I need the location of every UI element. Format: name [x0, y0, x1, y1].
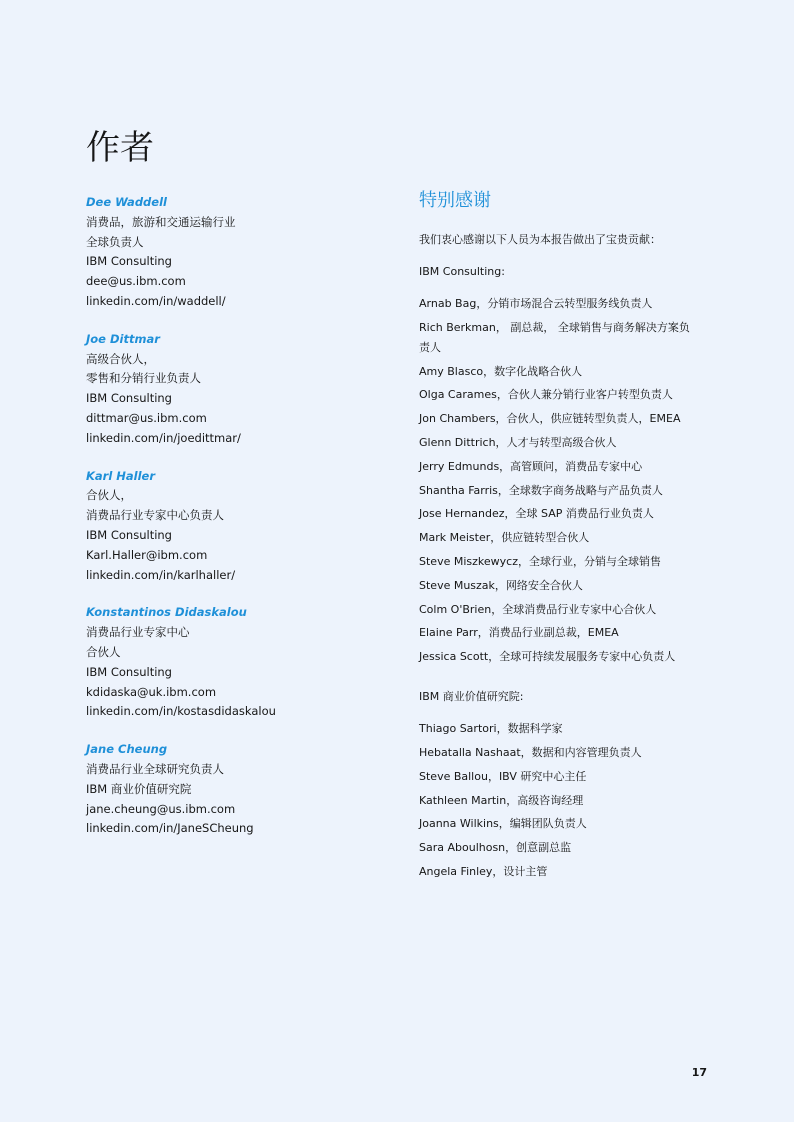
author-name: Konstantinos Didaskalou	[86, 605, 247, 620]
author-detail: 消费品，旅游和交通运输行业	[86, 214, 236, 229]
contributor-entry: Glenn Dittrich，人才与转型高级合伙人	[419, 435, 617, 449]
author-name: Dee Waddell	[86, 195, 167, 209]
author-block	[86, 467, 386, 586]
author-linkedin[interactable]: linkedin.com/in/kostasdidaskalou	[86, 704, 276, 719]
author-linkedin[interactable]: linkedin.com/in/waddell/	[86, 293, 226, 308]
contributor-entry: Hebatalla Nashaat，数据和内容管理负责人	[419, 745, 642, 759]
author-name: Jane Cheung	[86, 742, 168, 757]
author-detail: IBM Consulting	[86, 527, 172, 542]
group-label: IBM 商业价值研究院:	[419, 690, 524, 704]
contributor-entry: Steve Ballou，IBV 研究中心主任	[419, 769, 587, 783]
contributor-entry: Joanna Wilkins，编辑团队负责人	[419, 817, 587, 831]
contributor-entry: Steve Miszkewycz，全球行业，分销与全球销售	[419, 554, 661, 568]
contributor-group	[419, 689, 749, 882]
author-email[interactable]: dee@us.ibm.com	[86, 274, 186, 289]
contributor-entry: Kathleen Martin，高级咨询经理	[419, 793, 584, 807]
author-block	[86, 740, 386, 839]
author-linkedin[interactable]: linkedin.com/in/JaneSCheung	[86, 821, 254, 836]
special-thanks-section	[419, 188, 749, 890]
author-block	[86, 330, 386, 449]
author-detail: 合伙人	[86, 644, 121, 659]
author-email[interactable]: Karl.Haller@ibm.com	[86, 547, 208, 562]
author-detail: 合伙人，	[86, 488, 132, 503]
author-detail: 高级合伙人，	[86, 351, 155, 366]
contributor-entry: Elaine Parr，消费品行业副总裁，EMEA	[419, 626, 619, 640]
contributor-entry: Jon Chambers，合伙人，供应链转型负责人，EMEA	[419, 412, 681, 426]
page-title: 作者	[86, 128, 154, 168]
contributor-entry: Thiago Sartori，数据科学家	[419, 722, 563, 736]
contributor-entry: Shantha Farris，全球数字商务战略与产品负责人	[419, 483, 663, 497]
author-name: Karl Haller	[86, 468, 156, 483]
author-detail: IBM Consulting	[86, 664, 172, 679]
contributor-group	[419, 264, 749, 667]
author-detail: 零售和分销行业负责人	[86, 371, 201, 386]
contributor-entry: Steve Muszak，网络安全合伙人	[419, 578, 583, 592]
contributor-entry: Mark Meister，供应链转型合伙人	[419, 531, 590, 545]
author-detail: IBM 商业价值研究院	[86, 781, 192, 796]
group-label: IBM Consulting:	[419, 265, 505, 278]
special-thanks-title: 特别感谢	[419, 190, 491, 211]
author-email[interactable]: dittmar@us.ibm.com	[86, 410, 207, 425]
contributor-groups	[419, 264, 749, 882]
author-block	[86, 603, 386, 722]
special-thanks-intro: 我们衷心感谢以下人员为本报告做出了宝贵贡献：	[419, 233, 661, 246]
author-detail: 消费品行业专家中心	[86, 625, 190, 640]
author-detail: 消费品行业全球研究负责人	[86, 761, 224, 776]
page-number: 17	[691, 1066, 707, 1079]
contributor-entry: Angela Finley，设计主管	[419, 864, 548, 878]
contributor-entry: Jose Hernandez，全球 SAP 消费品行业负责人	[419, 507, 654, 521]
author-linkedin[interactable]: linkedin.com/in/karlhaller/	[86, 567, 236, 582]
author-block	[86, 193, 386, 312]
authors-list	[86, 193, 386, 857]
author-linkedin[interactable]: linkedin.com/in/joedittmar/	[86, 430, 241, 445]
contributor-entry: Jerry Edmunds，高管顾问，消费品专家中心	[419, 459, 643, 473]
contributor-entry: Jessica Scott，全球可持续发展服务专家中心负责人	[419, 650, 676, 664]
contributor-entry: Amy Blasco，数字化战略合伙人	[419, 364, 583, 378]
author-email[interactable]: kdidaska@uk.ibm.com	[86, 684, 217, 699]
author-detail: 消费品行业专家中心负责人	[86, 508, 224, 523]
author-detail: 全球负责人	[86, 234, 144, 249]
author-detail: IBM Consulting	[86, 254, 172, 269]
contributor-entry: Olga Carames，合伙人兼分销行业客户转型负责人	[419, 388, 673, 402]
author-email[interactable]: jane.cheung@us.ibm.com	[86, 801, 236, 816]
contributor-entry: Sara Aboulhosn，创意副总监	[419, 841, 572, 855]
author-name: Joe Dittmar	[86, 331, 160, 346]
contributor-entry: 责人	[419, 340, 441, 354]
contributor-entry: Arnab Bag，分销市场混合云转型服务线负责人	[419, 297, 653, 310]
contributor-entry: Colm O'Brien，全球消费品行业专家中心合伙人	[419, 602, 657, 616]
contributor-entry: Rich Berkman， 副总裁， 全球销售与商务解决方案负	[419, 320, 690, 334]
author-detail: IBM Consulting	[86, 391, 172, 406]
